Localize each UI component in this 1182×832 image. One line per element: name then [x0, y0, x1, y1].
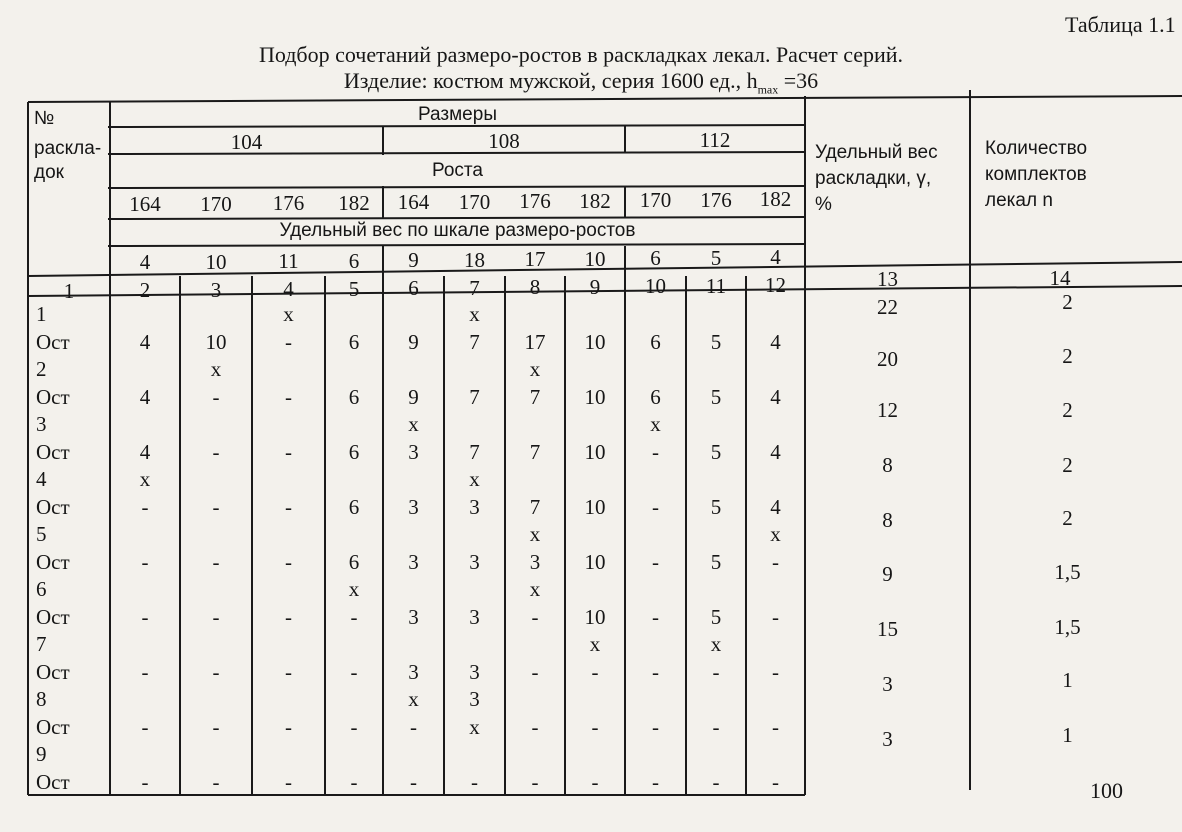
colnum-5: 5: [348, 277, 360, 301]
table-cell: -: [652, 659, 659, 684]
table-cell: -: [531, 659, 539, 684]
table-cell: -: [350, 714, 358, 739]
table-cell: 4: [770, 439, 781, 464]
row-label: 3: [36, 412, 47, 436]
quantity-value: 1,5: [1054, 560, 1081, 584]
table-cell: x: [283, 302, 294, 326]
table-cell: 7: [469, 439, 480, 464]
qty-header-line3: лекал n: [985, 190, 1053, 211]
weight-value: 9: [882, 562, 893, 586]
scale-col-11: 5: [710, 246, 722, 270]
table-cell: 10: [584, 439, 606, 464]
colnum-9: 9: [589, 275, 601, 299]
table-cell: 5: [710, 384, 722, 409]
colnum-6: 6: [408, 276, 419, 300]
table-cell: 3: [469, 549, 480, 574]
table-cell: -: [285, 604, 292, 629]
scale-col-6: 9: [408, 248, 419, 272]
row-label: 1: [36, 302, 47, 326]
table-cell: -: [285, 714, 292, 739]
weight-value: 15: [877, 617, 898, 641]
table-cell: x: [770, 522, 781, 546]
table-cell: 10: [584, 329, 606, 354]
table-cell: -: [141, 494, 149, 519]
quantity-value: 1,5: [1054, 615, 1081, 639]
table-cell: -: [652, 714, 659, 739]
scale-col-3: 10: [205, 250, 227, 274]
colnum-1: 1: [63, 279, 75, 303]
table-cell: -: [772, 549, 779, 574]
table-cell: 6: [650, 384, 661, 409]
quantity-value: 2: [1062, 344, 1073, 368]
table-cell: -: [285, 494, 292, 519]
table-cell: 9: [408, 329, 419, 354]
table-cell: -: [141, 769, 149, 794]
row-label: Ост: [36, 329, 70, 354]
table-cell: -: [212, 769, 220, 794]
table-cell: 3: [408, 439, 419, 464]
quantity-value: 1: [1062, 668, 1073, 692]
table-cell: -: [212, 714, 220, 739]
row-label: Ост: [36, 494, 70, 519]
weight-header-line2: раскладки, γ,: [815, 168, 932, 189]
table-cell: -: [212, 494, 220, 519]
height-col-8: 176: [519, 189, 551, 213]
table-cell: -: [285, 329, 292, 354]
table-cell: 5: [710, 604, 722, 629]
height-col-10: 170: [639, 188, 672, 212]
table-cell: 5: [710, 329, 722, 354]
scale-col-2: 4: [139, 250, 151, 274]
page-number: Таблица 1.1: [1065, 12, 1176, 37]
table-cell: 6: [348, 439, 360, 464]
weight-value: 12: [877, 398, 898, 422]
scale-col-7: 18: [464, 248, 485, 272]
row-label: Ост: [36, 604, 70, 629]
table-cell: -: [285, 659, 292, 684]
table-cell: -: [652, 439, 659, 464]
qty-header-line1: Количество: [985, 138, 1088, 159]
table-cell: -: [471, 769, 478, 794]
weight-value: 3: [882, 727, 893, 751]
row-label: 4: [36, 467, 47, 491]
weight-header-line3: %: [815, 194, 832, 215]
colnum-2: 2: [139, 278, 151, 302]
table-cell: 7: [529, 494, 541, 519]
table-cell: -: [285, 549, 292, 574]
scale-col-8: 17: [524, 247, 546, 271]
table-cell: 4: [770, 494, 781, 519]
table-cell: 10: [584, 384, 606, 409]
weight-scale-header: Удельный вес по шкале размеро-ростов: [279, 220, 636, 241]
height-col-9: 182: [579, 189, 611, 213]
weight-value: 22: [877, 295, 898, 319]
table-cell: -: [141, 549, 149, 574]
table-cell: x: [139, 467, 151, 491]
table-cell: -: [712, 769, 720, 794]
table-cell: x: [529, 577, 541, 601]
height-col-4: 176: [272, 191, 305, 215]
table-cell: 6: [348, 329, 360, 354]
table-cell: -: [591, 714, 599, 739]
weight-value: 8: [882, 508, 893, 532]
table-cell: -: [141, 714, 149, 739]
height-col-7: 170: [458, 190, 491, 214]
table-cell: -: [772, 714, 779, 739]
table-cell: -: [410, 769, 417, 794]
table-title: Подбор сочетаний размеро-ростов в раскладках лекал. Расчет серий.: [258, 42, 904, 67]
table-cell: 3: [469, 604, 480, 629]
no-header-line3: док: [34, 162, 64, 183]
table-cell: x: [469, 467, 480, 491]
colnum-4: 4: [283, 277, 294, 301]
table-cell: -: [772, 769, 779, 794]
table-cell: 9: [408, 384, 419, 409]
table-cell: 10: [584, 494, 606, 519]
table-cell: x: [210, 357, 222, 381]
colnum-7: 7: [469, 276, 480, 300]
height-col-3: 170: [200, 192, 232, 216]
row-label: 7: [36, 632, 47, 656]
table-cell: 3: [408, 659, 419, 684]
colnum-12: 12: [765, 273, 786, 297]
subtitle-prefix: Изделие: костюм мужской, серия 1600 ед., h: [343, 68, 758, 93]
weight-header-line1: Удельный вес: [815, 142, 938, 163]
weight-value: 3: [882, 672, 893, 696]
table-cell: -: [772, 659, 779, 684]
table-cell: 5: [710, 494, 722, 519]
table-cell: -: [531, 769, 539, 794]
table-cell: 3: [408, 604, 419, 629]
size-108: 108: [488, 129, 520, 153]
scale-col-10: 6: [650, 246, 661, 270]
table-cell: 7: [469, 329, 480, 354]
colnum-11: 11: [705, 274, 727, 298]
table-cell: x: [650, 412, 661, 436]
scale-col-9: 10: [584, 247, 606, 271]
row-label: 2: [36, 357, 47, 381]
sizes-header: Размеры: [418, 104, 497, 125]
table-cell: -: [350, 604, 358, 629]
table-cell: 7: [469, 384, 480, 409]
table-cell: -: [652, 549, 659, 574]
table-cell: 4: [770, 384, 781, 409]
weight-value: 8: [882, 453, 893, 477]
quantity-value: 2: [1062, 453, 1073, 477]
table-cell: 6: [650, 329, 661, 354]
table-cell: -: [350, 769, 358, 794]
table-cell: -: [410, 714, 417, 739]
colnum-10: 10: [645, 274, 666, 298]
colnum-14: 14: [1049, 266, 1071, 290]
weight-value: 20: [877, 347, 898, 371]
no-header-line1: №: [34, 108, 55, 129]
table-cell: x: [348, 577, 360, 601]
table-cell: -: [212, 549, 220, 574]
scale-col-5: 6: [348, 249, 360, 273]
table-cell: -: [591, 659, 599, 684]
qty-header-line2: комплектов: [985, 164, 1087, 185]
table-cell: -: [285, 439, 292, 464]
table-cell: -: [772, 604, 779, 629]
quantity-value: 2: [1062, 290, 1073, 314]
table-cell: -: [212, 659, 220, 684]
scale-col-12: 4: [770, 245, 781, 269]
table-cell: 5: [710, 439, 722, 464]
table-cell: x: [529, 522, 541, 546]
row-label: Ост: [36, 769, 70, 794]
row-label: 8: [36, 687, 47, 711]
height-col-11: 176: [700, 188, 732, 212]
table-cell: -: [652, 494, 659, 519]
height-col-12: 182: [759, 187, 792, 211]
row-label: 6: [36, 577, 47, 601]
row-label: Ост: [36, 549, 70, 574]
colnum-3: 3: [210, 278, 222, 302]
table-cell: 3: [469, 687, 480, 711]
table-cell: 10: [205, 329, 227, 354]
table-cell: -: [212, 604, 220, 629]
scale-col-4: 11: [278, 249, 299, 273]
table-cell: -: [531, 604, 539, 629]
table-cell: 3: [529, 549, 541, 574]
table-cell: x: [469, 302, 480, 326]
table-cell: 4: [139, 329, 151, 354]
table-cell: 17: [524, 329, 546, 354]
table-cell: x: [710, 632, 722, 656]
table-cell: 6: [348, 549, 360, 574]
heights-header: Роста: [432, 160, 483, 181]
quantity-value: 2: [1062, 506, 1073, 530]
no-header-line2: раскла-: [34, 138, 102, 159]
table-cell: 5: [710, 549, 722, 574]
table-cell: 7: [529, 439, 541, 464]
height-col-2: 164: [129, 192, 161, 216]
table-cell: -: [591, 769, 599, 794]
table-cell: 10: [584, 549, 606, 574]
table-cell: 6: [348, 494, 360, 519]
row-label: Ост: [36, 714, 70, 739]
table-cell: 4: [770, 329, 781, 354]
quantity-value: 2: [1062, 398, 1073, 422]
table-cell: x: [529, 357, 541, 381]
size-104: 104: [230, 130, 263, 154]
table-cell: 3: [408, 549, 419, 574]
table-cell: -: [141, 604, 149, 629]
row-label: Ост: [36, 659, 70, 684]
total-value: 100: [1090, 778, 1123, 803]
table-cell: 3: [469, 494, 480, 519]
table-cell: 4: [139, 439, 151, 464]
table-cell: x: [408, 687, 419, 711]
height-col-5: 182: [338, 191, 370, 215]
row-label: 5: [36, 522, 47, 546]
table-cell: -: [652, 769, 659, 794]
table-cell: -: [285, 769, 292, 794]
table-cell: -: [350, 659, 358, 684]
table-cell: -: [212, 384, 220, 409]
table-cell: 3: [408, 494, 419, 519]
table-cell: x: [408, 412, 419, 436]
row-label: Ост: [36, 384, 70, 409]
table-cell: -: [285, 384, 292, 409]
table-cell: -: [141, 659, 149, 684]
table-cell: -: [652, 604, 659, 629]
table-cell: 7: [529, 384, 541, 409]
table-cell: -: [212, 439, 220, 464]
height-col-6: 164: [397, 190, 430, 214]
table-cell: x: [469, 714, 480, 739]
row-label: Ост: [36, 439, 70, 464]
table-cell: 4: [139, 384, 151, 409]
table-cell: 6: [348, 384, 360, 409]
size-112: 112: [699, 128, 731, 152]
table-cell: -: [712, 714, 720, 739]
row-label: 9: [36, 742, 47, 766]
table-cell: 10: [584, 604, 606, 629]
colnum-8: 8: [529, 275, 541, 299]
table-cell: 3: [469, 659, 480, 684]
quantity-value: 1: [1062, 723, 1073, 747]
table-cell: -: [712, 659, 720, 684]
table-cell: x: [589, 632, 601, 656]
subtitle-subscript: max: [757, 82, 779, 97]
subtitle-suffix: =36: [778, 68, 819, 93]
colnum-13: 13: [877, 267, 898, 291]
table-cell: -: [531, 714, 539, 739]
